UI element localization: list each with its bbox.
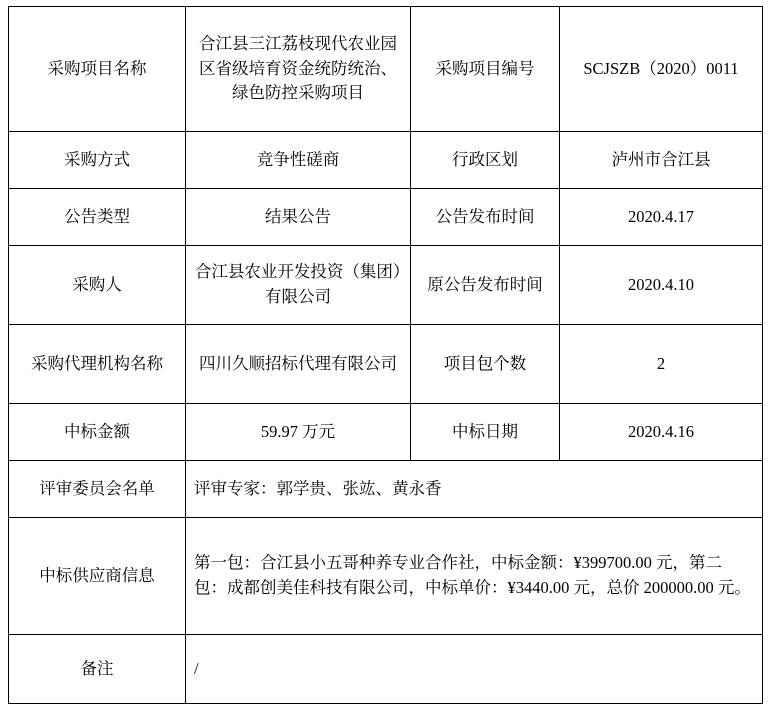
row-label-review-committee: 评审委员会名单 bbox=[9, 461, 186, 518]
table-row bbox=[9, 132, 763, 189]
row-value-announcement-time: 2020.4.17 bbox=[560, 189, 763, 246]
table-row bbox=[9, 189, 763, 246]
row-value-winning-suppliers: 第一包：合江县小五哥种养专业合作社，中标金额：¥399700.00 元，第二包：成都创美佳科技有限公司，中标单价：¥3440.00 元，总价 200000.00 元。 bbox=[186, 518, 763, 635]
row-value-original-announcement-time: 2020.4.10 bbox=[560, 246, 763, 325]
row-label-agency-name: 采购代理机构名称 bbox=[9, 325, 186, 404]
row-value-announcement-type: 结果公告 bbox=[186, 189, 411, 246]
row-label-package-count: 项目包个数 bbox=[411, 325, 560, 404]
row-label-announcement-type: 公告类型 bbox=[9, 189, 186, 246]
row-value-purchaser: 合江县农业开发投资（集团）有限公司 bbox=[186, 246, 411, 325]
row-value-agency-name: 四川久顺招标代理有限公司 bbox=[186, 325, 411, 404]
row-value-project-code: SCJSZB（2020）0011 bbox=[560, 7, 763, 132]
row-label-purchaser: 采购人 bbox=[9, 246, 186, 325]
row-value-package-count: 2 bbox=[560, 325, 763, 404]
table-row bbox=[9, 246, 763, 325]
row-label-winning-date: 中标日期 bbox=[411, 404, 560, 461]
row-value-project-name: 合江县三江荔枝现代农业园区省级培育资金统防统治、绿色防控采购项目 bbox=[186, 7, 411, 132]
table-row bbox=[9, 518, 763, 635]
row-label-original-announcement-time: 原公告发布时间 bbox=[411, 246, 560, 325]
row-label-administrative-division: 行政区划 bbox=[411, 132, 560, 189]
row-label-procurement-method: 采购方式 bbox=[9, 132, 186, 189]
table-row bbox=[9, 7, 763, 132]
row-value-review-committee: 评审专家：郭学贵、张竑、黄永香 bbox=[186, 461, 763, 518]
row-label-remark: 备注 bbox=[9, 635, 186, 704]
row-value-procurement-method: 竞争性磋商 bbox=[186, 132, 411, 189]
procurement-result-table bbox=[8, 6, 763, 704]
row-label-project-name: 采购项目名称 bbox=[9, 7, 186, 132]
table-row bbox=[9, 461, 763, 518]
row-label-winning-amount: 中标金额 bbox=[9, 404, 186, 461]
table-row bbox=[9, 404, 763, 461]
row-label-winning-suppliers: 中标供应商信息 bbox=[9, 518, 186, 635]
row-value-administrative-division: 泸州市合江县 bbox=[560, 132, 763, 189]
row-value-winning-amount: 59.97 万元 bbox=[186, 404, 411, 461]
row-value-winning-date: 2020.4.16 bbox=[560, 404, 763, 461]
row-label-project-code: 采购项目编号 bbox=[411, 7, 560, 132]
row-label-announcement-time: 公告发布时间 bbox=[411, 189, 560, 246]
row-value-remark: / bbox=[186, 635, 763, 704]
table-row bbox=[9, 325, 763, 404]
